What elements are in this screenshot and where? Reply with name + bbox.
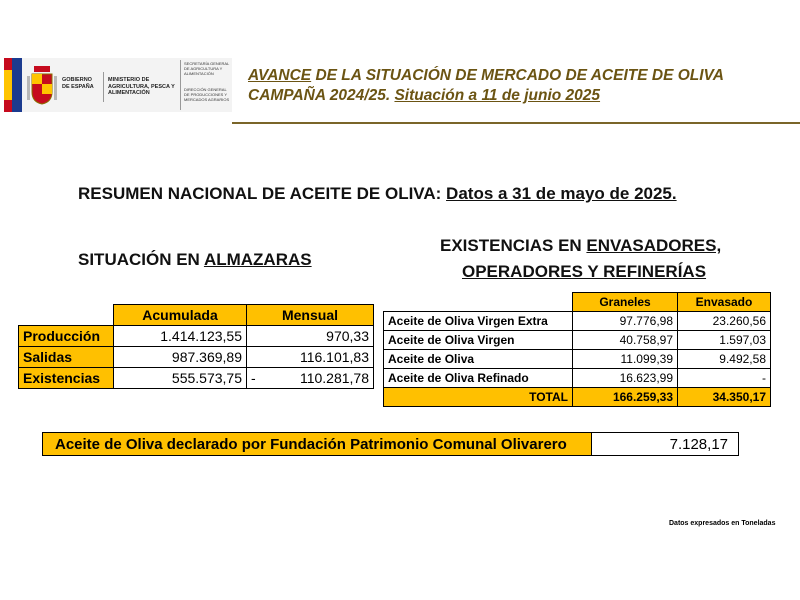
total-envasado: 34.350,17 [678,388,771,407]
almazaras-heading-word: ALMAZARAS [203,250,312,269]
column-header-mensual: Mensual [247,305,374,326]
cell-graneles: 97.776,98 [573,312,678,331]
cell-mensual-sign: - [247,368,262,389]
header-rule [232,122,800,124]
title-campana: CAMPAÑA 2024/25. [248,87,395,104]
table-total-row [384,388,771,407]
cell-acumulada: 1.414.123,55 [114,326,247,347]
table-row [19,326,374,347]
row-label: Aceite de Oliva Virgen Extra [384,312,573,331]
column-header-envasado: Envasado [678,293,771,312]
table-row [19,347,374,368]
report-title-line2 [248,86,600,105]
title-rest: DE LA SITUACIÓN DE MERCADO DE ACEITE DE OLIVA [311,67,724,84]
logo-divider [180,60,181,110]
column-header-graneles: Graneles [573,293,678,312]
row-label: Producción [19,326,114,347]
cell-graneles: 11.099,39 [573,350,678,369]
total-label: TOTAL [384,388,573,407]
summary-heading-label: RESUMEN NACIONAL DE ACEITE DE OLIVA: [78,184,447,203]
summary-heading-date: Datos a 31 de mayo de 2025. [446,184,677,203]
cell-mensual-sign [247,347,262,368]
cell-mensual: 110.281,78 [261,368,374,389]
table-row [384,369,771,388]
cell-mensual-sign [247,326,262,347]
fundacion-value: 7.128,17 [592,433,739,456]
title-situacion-date: Situación a 11 de junio 2025 [394,87,601,104]
fundacion-table [42,432,739,456]
column-header-acumulada: Acumulada [114,305,247,326]
table-header-row [384,293,771,312]
almazaras-heading [78,250,312,270]
almazaras-heading-label: SITUACIÓN EN [78,250,204,269]
envasadores-heading-line1 [440,236,721,256]
total-graneles: 166.259,33 [573,388,678,407]
empty-header-cell [19,305,114,326]
envasadores-heading-line2: OPERADORES Y REFINERÍAS [462,262,707,281]
coat-of-arms-icon [26,64,58,106]
logo-gobierno-text: GOBIERNO DE ESPAÑA [62,77,94,90]
fundacion-label: Aceite de Oliva declarado por Fundación Patrimonio Comunal Olivarero [43,433,592,456]
cell-mensual: 116.101,83 [261,347,374,368]
table-header-row [19,305,374,326]
logo-direccion-text: DIRECCIÓN GENERAL DE PRODUCCIONES Y MERCADOS AGRARIOS [184,87,230,102]
row-label: Aceite de Oliva Virgen [384,331,573,350]
title-avance: AVANCE [248,67,312,84]
envasadores-heading-word: ENVASADORES, [586,236,722,255]
ministry-logo [4,58,232,112]
report-title-line1 [248,66,724,85]
cell-envasado: - [678,369,771,388]
table-row [384,331,771,350]
cell-graneles: 16.623,99 [573,369,678,388]
summary-heading [78,184,677,204]
cell-acumulada: 555.573,75 [114,368,247,389]
table-row [384,312,771,331]
cell-mensual: 970,33 [261,326,374,347]
cell-envasado: 23.260,56 [678,312,771,331]
logo-divider [103,72,104,102]
logo-ministerio-text: MINISTERIO DE AGRICULTURA, PESCA Y ALIMENTACIÓN [108,77,175,96]
envasadores-heading-label: EXISTENCIAS EN [440,236,587,255]
table-row [384,350,771,369]
empty-header-cell [384,293,573,312]
table-row [43,433,739,456]
row-label: Existencias [19,368,114,389]
row-label: Aceite de Oliva Refinado [384,369,573,388]
cell-envasado: 1.597,03 [678,331,771,350]
row-label: Aceite de Oliva [384,350,573,369]
row-label: Salidas [19,347,114,368]
table-row [19,368,374,389]
eu-flag-icon [12,58,22,112]
envasadores-table [383,292,771,407]
cell-acumulada: 987.369,89 [114,347,247,368]
cell-graneles: 40.758,97 [573,331,678,350]
cell-envasado: 9.492,58 [678,350,771,369]
logo-secretaria-text: SECRETARÍA GENERAL DE AGRICULTURA Y ALIMENTACIÓN [184,61,230,76]
almazaras-table [18,304,374,389]
units-footnote: Datos expresados en Toneladas [669,520,776,527]
